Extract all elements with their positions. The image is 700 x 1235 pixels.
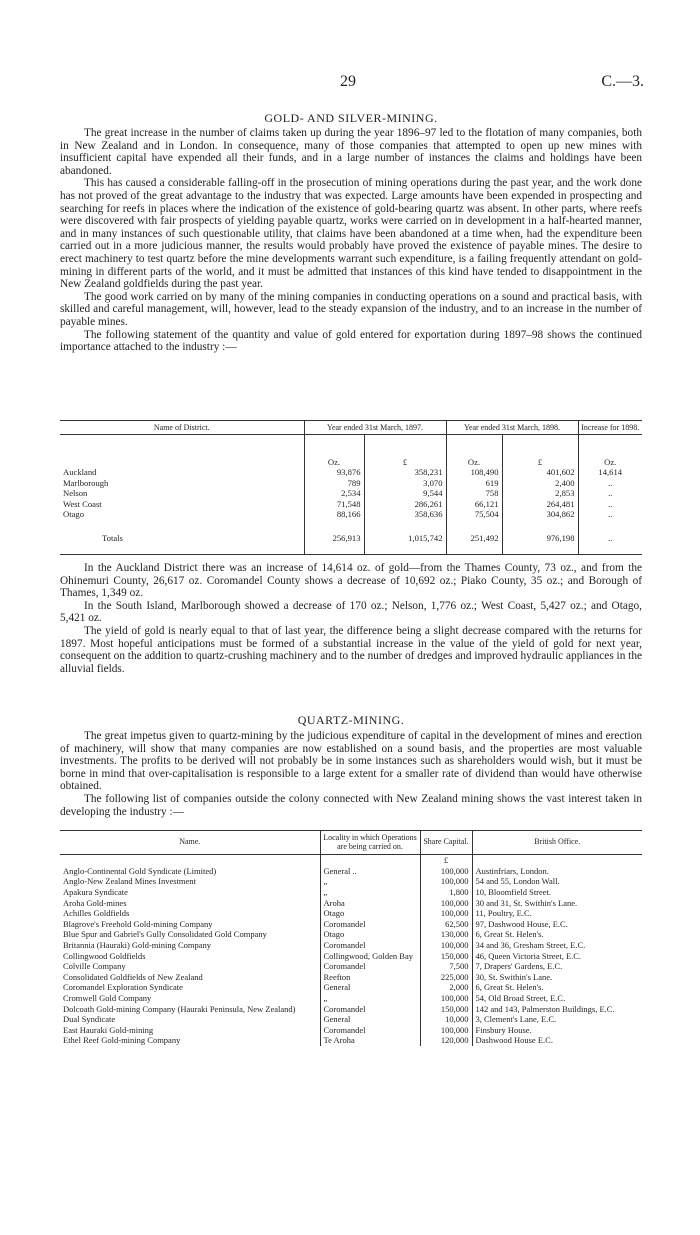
gold-summary-text bbox=[60, 562, 642, 675]
company-name: Anglo-New Zealand Mines Investment bbox=[63, 876, 196, 887]
company-locality: Otago bbox=[320, 929, 420, 940]
oz-1897: 88,166 bbox=[304, 509, 364, 519]
company-locality: „ bbox=[320, 876, 420, 887]
table-row bbox=[60, 940, 642, 951]
value-1898: 2,853 bbox=[502, 488, 578, 498]
paragraph: In the Auckland District there was an increase of 14,614 oz. of gold—from the Thames County, 73 oz., and from the Ohinemuri County, 26,617 oz. Coromandel County shows a decrease of 10,692 oz.; Piako County, 35 oz.; and Borough of Thames, 1,349 oz. bbox=[60, 562, 642, 600]
increase-1898: .. bbox=[578, 499, 642, 509]
company-name: Dual Syndicate bbox=[63, 1014, 116, 1025]
company-locality: Coromandel bbox=[320, 940, 420, 951]
table-row bbox=[60, 866, 642, 877]
value-1897: 358,231 bbox=[364, 467, 446, 477]
table-row bbox=[60, 972, 642, 983]
company-capital: 100,000 bbox=[420, 908, 472, 919]
table-row bbox=[60, 1014, 642, 1025]
company-name: Ethel Reef Gold-mining Company bbox=[63, 1035, 181, 1046]
company-office: 30 and 31, St. Swithin's Lane. bbox=[472, 898, 642, 909]
gold-intro-text bbox=[60, 127, 642, 354]
paragraph: The following list of companies outside the colony connected with New Zealand mining shows the vast interest taken in developing the industry :— bbox=[60, 792, 642, 818]
company-capital: 225,000 bbox=[420, 972, 472, 983]
value-1898: 304,862 bbox=[502, 509, 578, 519]
company-capital: 7,500 bbox=[420, 961, 472, 972]
company-locality: General bbox=[320, 982, 420, 993]
paragraph: In the South Island, Marlborough showed a decrease of 170 oz.; Nelson, 1,776 oz.; West Coast, 5,427 oz.; and Otago, 5,421 oz. bbox=[60, 599, 642, 625]
company-name: Coromandel Exploration Syndicate bbox=[63, 982, 183, 993]
quartz-intro-text bbox=[60, 730, 642, 818]
company-capital: 130,000 bbox=[420, 929, 472, 940]
table-row bbox=[60, 898, 642, 909]
company-name: Cromwell Gold Company bbox=[63, 992, 152, 1003]
total-value-1897: 1,015,742 bbox=[364, 519, 446, 554]
table-row bbox=[60, 499, 642, 509]
company-name: Consolidated Goldfields of New Zealand bbox=[63, 971, 203, 982]
oz-1898: 619 bbox=[446, 478, 502, 488]
company-office: 30, St. Swithin's Lane. bbox=[472, 972, 642, 983]
value-1898: 264,481 bbox=[502, 499, 578, 509]
district-name: Auckland bbox=[63, 467, 97, 478]
total-oz-1897: 256,913 bbox=[304, 519, 364, 554]
company-name: Dolcoath Gold-mining Company (Hauraki Peninsula, New Zealand) bbox=[63, 1003, 296, 1014]
company-locality: Te Aroha bbox=[320, 1035, 420, 1046]
column-header-1898: Year ended 31st March, 1898. bbox=[446, 421, 578, 435]
table-row bbox=[60, 993, 642, 1004]
company-office: 54 and 55, London Wall. bbox=[472, 876, 642, 887]
company-locality: Coromandel bbox=[320, 919, 420, 930]
company-name: Blue Spur and Gabriel's Gully Consolidated Gold Company bbox=[63, 929, 267, 940]
total-increase: .. bbox=[578, 519, 642, 554]
unit-label: £ bbox=[502, 435, 578, 468]
table-row bbox=[60, 478, 642, 488]
column-header-1897: Year ended 31st March, 1897. bbox=[304, 421, 446, 435]
company-capital: 2,000 bbox=[420, 982, 472, 993]
table-row bbox=[60, 982, 642, 993]
company-capital: 150,000 bbox=[420, 951, 472, 962]
totals-row bbox=[60, 519, 642, 554]
table-row bbox=[60, 488, 642, 498]
company-capital: 150,000 bbox=[420, 1004, 472, 1015]
company-capital: 100,000 bbox=[420, 866, 472, 877]
unit-label: Oz. bbox=[578, 435, 642, 468]
company-capital: 100,000 bbox=[420, 876, 472, 887]
oz-1897: 2,534 bbox=[304, 488, 364, 498]
company-capital: 1,800 bbox=[420, 887, 472, 898]
company-capital: 100,000 bbox=[420, 1025, 472, 1036]
paragraph: The great impetus given to quartz-mining by the judicious expenditure of capital in the development of mines and erection of machinery, will show that many companies are now established on a sound basis, and the properties are most valuable investments. The profits to be derived will not probably be in some instances such as shareholders would wish, but it must be borne in mind that over-capitalisation is responsible to a large extent for a smaller rate of dividend than would have otherwise obtained. bbox=[60, 730, 642, 793]
district-name: Nelson bbox=[63, 488, 88, 499]
paragraph: This has caused a considerable falling-off in the prosecution of mining operations during the past year, and the work done has not proved of the great advantage to the industry that was expected. Large amounts have been expended in prospecting and searching for reefs in places where the indication of the existence of gold-bearing quartz was absent. In other parts, where reefs were discovered with fair prospects of yielding payable quartz, works were carried on in development in a half-hearted manner, and in many instances of such questionable utility, that claims have been abandoned at a time when, had the expenditure been carried out in a more judicious manner, the results would probably have proved the existence of payable mines. The desire to erect machinery to test quartz before the mine developments warrant such expenditure, is a failing frequently attendant on gold-mining in different parts of the world, and it must be admitted that instances of this kind have tended to disappointment in the New Zealand goldfields during the past year. bbox=[60, 177, 642, 291]
page-number: 29 bbox=[340, 73, 356, 90]
company-name: East Hauraki Gold-mining bbox=[63, 1024, 154, 1035]
oz-1898: 108,490 bbox=[446, 467, 502, 477]
oz-1898: 66,121 bbox=[446, 499, 502, 509]
total-oz-1898: 251,492 bbox=[446, 519, 502, 554]
value-1898: 401,602 bbox=[502, 467, 578, 477]
company-locality: „ bbox=[320, 993, 420, 1004]
table-row bbox=[60, 1004, 642, 1015]
company-office: 46, Queen Victoria Street, E.C. bbox=[472, 951, 642, 962]
company-locality: General bbox=[320, 1014, 420, 1025]
oz-1897: 93,876 bbox=[304, 467, 364, 477]
company-capital: 10,000 bbox=[420, 1014, 472, 1025]
column-header-increase: Increase for 1898. bbox=[578, 421, 642, 435]
company-locality: Coromandel bbox=[320, 961, 420, 972]
company-locality: „ bbox=[320, 887, 420, 898]
value-1897: 3,070 bbox=[364, 478, 446, 488]
table-row bbox=[60, 1035, 642, 1046]
oz-1898: 75,504 bbox=[446, 509, 502, 519]
company-office: Finsbury House. bbox=[472, 1025, 642, 1036]
company-office: 54, Old Broad Street, E.C. bbox=[472, 993, 642, 1004]
unit-label: £ bbox=[364, 435, 446, 468]
company-name: Britannia (Hauraki) Gold-mining Company bbox=[63, 939, 212, 950]
table-row bbox=[60, 961, 642, 972]
section-title-quartz: QUARTZ-MINING. bbox=[297, 713, 405, 727]
company-locality: Coromandel bbox=[320, 1004, 420, 1015]
company-name: Blagrove's Freehold Gold-mining Company bbox=[63, 918, 213, 929]
column-header-office: British Office. bbox=[472, 831, 642, 855]
companies-table bbox=[60, 830, 642, 1046]
company-name: Aroha Gold-mines bbox=[63, 897, 127, 908]
totals-label: Totals bbox=[60, 519, 304, 554]
value-1898: 2,400 bbox=[502, 478, 578, 488]
oz-1898: 758 bbox=[446, 488, 502, 498]
table-row bbox=[60, 929, 642, 940]
table-row bbox=[60, 467, 642, 477]
company-locality: General .. bbox=[320, 866, 420, 877]
paragraph: The following statement of the quantity and value of gold entered for exportation during 1897–98 shows the continued importance attached to the industry :— bbox=[60, 328, 642, 354]
oz-1897: 789 bbox=[304, 478, 364, 488]
district-name: Otago bbox=[63, 509, 85, 520]
unit-label: Oz. bbox=[446, 435, 502, 468]
company-office: 10, Bloomfield Street. bbox=[472, 887, 642, 898]
district-name: West Coast bbox=[63, 498, 102, 509]
company-office: 142 and 143, Palmerston Buildings, E.C. bbox=[472, 1004, 642, 1015]
unit-label: Oz. bbox=[304, 435, 364, 468]
capital-unit: £ bbox=[420, 855, 472, 866]
company-capital: 100,000 bbox=[420, 898, 472, 909]
company-name: Achilles Goldfields bbox=[63, 908, 130, 919]
company-office: Austinfriars, London. bbox=[472, 866, 642, 877]
column-header-district: Name of District. bbox=[60, 421, 304, 435]
page-header bbox=[60, 73, 642, 93]
increase-1898: .. bbox=[578, 478, 642, 488]
table-row bbox=[60, 919, 642, 930]
company-office: Dashwood House E.C. bbox=[472, 1035, 642, 1046]
company-capital: 120,000 bbox=[420, 1035, 472, 1046]
table-row bbox=[60, 509, 642, 519]
increase-1898: .. bbox=[578, 509, 642, 519]
company-locality: Otago bbox=[320, 908, 420, 919]
document-reference: C.—3. bbox=[601, 73, 644, 90]
total-value-1898: 976,198 bbox=[502, 519, 578, 554]
company-office: 6, Great St. Helen's. bbox=[472, 982, 642, 993]
company-capital: 100,000 bbox=[420, 940, 472, 951]
company-locality: Reefton bbox=[320, 972, 420, 983]
table-row bbox=[60, 1025, 642, 1036]
company-name: Collingwood Goldfields bbox=[63, 950, 146, 961]
table-row bbox=[60, 887, 642, 898]
district-name: Marlborough bbox=[63, 477, 109, 488]
company-locality: Collingwood, Golden Bay bbox=[320, 951, 420, 962]
company-office: 7, Drapers' Gardens, E.C. bbox=[472, 961, 642, 972]
company-capital: 62,500 bbox=[420, 919, 472, 930]
value-1897: 9,544 bbox=[364, 488, 446, 498]
column-header-name: Name. bbox=[60, 831, 320, 855]
column-header-locality: Locality in which Operations are being carried on. bbox=[320, 831, 420, 855]
paragraph: The great increase in the number of claims taken up during the year 1896–97 led to the flotation of many companies, both in New Zealand and in London. In consequence, many of those companies that attempted to open up new mines with insufficient capital have expended all their funds, and in a large number of instances the claims and holdings have been abandoned. bbox=[60, 127, 642, 177]
company-capital: 100,000 bbox=[420, 993, 472, 1004]
table-row bbox=[60, 951, 642, 962]
column-header-capital: Share Capital. bbox=[420, 831, 472, 855]
table-row bbox=[60, 876, 642, 887]
increase-1898: 14,614 bbox=[578, 467, 642, 477]
company-locality: Aroha bbox=[320, 898, 420, 909]
value-1897: 358,636 bbox=[364, 509, 446, 519]
increase-1898: .. bbox=[578, 488, 642, 498]
section-title-gold: GOLD- AND SILVER-MINING. bbox=[264, 111, 438, 125]
paragraph: The good work carried on by many of the mining companies in conducting operations on a sound and practical basis, with skilled and careful management, will, however, lead to the steady expansion of the industry, and to an increase in the number of payable mines. bbox=[60, 290, 642, 328]
table-row bbox=[60, 908, 642, 919]
company-office: 11, Poultry, E.C. bbox=[472, 908, 642, 919]
company-office: 34 and 36, Gresham Street, E.C. bbox=[472, 940, 642, 951]
oz-1897: 71,548 bbox=[304, 499, 364, 509]
company-name: Apakura Syndicate bbox=[63, 886, 128, 897]
company-locality: Coromandel bbox=[320, 1025, 420, 1036]
company-office: 97, Dashwood House, E.C. bbox=[472, 919, 642, 930]
paragraph: The yield of gold is nearly equal to that of last year, the difference being a slight decrease compared with the returns for 1897. Most hopeful anticipations must be formed of a substantial increase in the value of the yield of gold for next year, consequent on the addition to quartz-crushing machinery and to the number of dredges and improved hydraulic appliances in the alluvial fields. bbox=[60, 624, 642, 675]
value-1897: 286,261 bbox=[364, 499, 446, 509]
company-office: 3, Clement's Lane, E.C. bbox=[472, 1014, 642, 1025]
gold-export-table bbox=[60, 420, 642, 555]
company-name: Colville Company bbox=[63, 961, 126, 972]
company-name: Anglo-Continental Gold Syndicate (Limited) bbox=[63, 865, 217, 876]
company-office: 6, Great St. Helen's. bbox=[472, 929, 642, 940]
